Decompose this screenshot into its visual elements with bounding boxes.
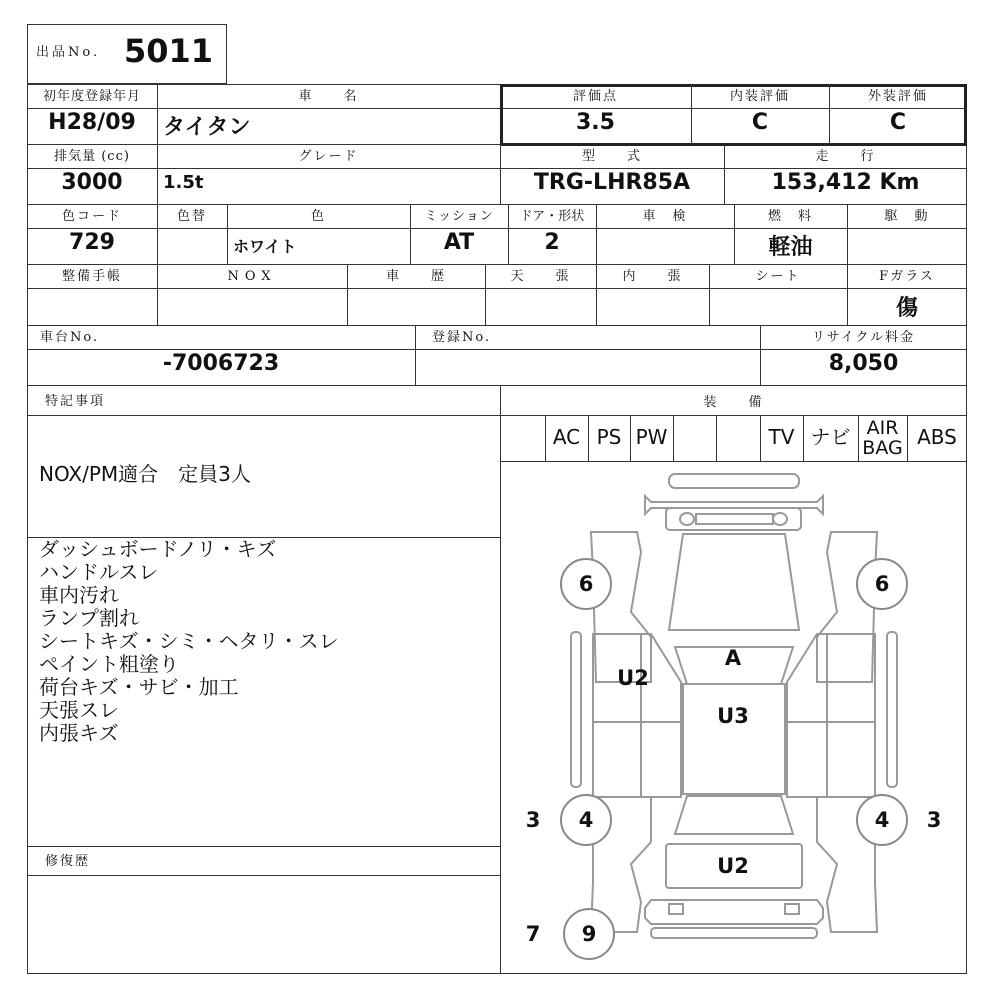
displacement-label: 排気量 (cc): [54, 149, 130, 164]
diagram-rear-left-outer: 3: [525, 808, 541, 832]
fuel-label: 燃 料: [767, 209, 813, 224]
list-item: シートキズ・シミ・ヘタリ・スレ: [39, 629, 339, 653]
door-value: 2: [544, 230, 560, 255]
score-label: 評価点: [572, 89, 618, 104]
list-item: 荷台キズ・サビ・加工: [39, 675, 239, 699]
diagram-cabin: U3: [717, 704, 749, 728]
equip-abs: ABS: [917, 425, 957, 449]
seat-label: シート: [755, 269, 801, 284]
diagram-left-door: U2: [617, 666, 649, 690]
list-item: ダッシュボードノリ・キズ: [39, 537, 277, 561]
mission-label: ミッション: [424, 209, 494, 224]
grade-label: グレード: [298, 149, 359, 164]
front-glass-label: Fガラス: [879, 269, 935, 284]
ceiling-label: 天 張: [510, 269, 571, 284]
color-code-value: 729: [69, 230, 115, 255]
inspection-label: 車 検: [642, 209, 688, 224]
notes-list: [39, 538, 339, 745]
list-item: ハンドルスレ: [39, 560, 159, 584]
exterior-value: C: [889, 110, 907, 135]
color-change-label: 色替: [176, 209, 207, 224]
reg-date-value: H28/09: [48, 110, 136, 135]
list-item: ランプ割れ: [39, 606, 139, 630]
fuel-value: 軽油: [768, 235, 813, 260]
diagram-bed: U2: [717, 854, 749, 878]
chassis-label: 車台No.: [40, 330, 100, 345]
interior-value: C: [751, 110, 769, 135]
recycle-label: リサイクル料金: [811, 330, 916, 345]
equip-tv: TV: [768, 425, 795, 449]
recycle-value: 8,050: [828, 351, 899, 376]
mileage-value: 153,412 Km: [771, 170, 920, 195]
exterior-label: 外装評価: [867, 89, 928, 104]
diagram-front-left: 6: [578, 572, 594, 596]
color-code-label: 色コード: [61, 209, 122, 224]
door-label: ドア・形状: [519, 209, 585, 224]
displacement-value: 3000: [61, 170, 123, 195]
reg-date-label: 初年度登録年月: [42, 89, 141, 104]
interior-label: 内装評価: [729, 89, 790, 104]
color-value: ホワイト: [233, 237, 297, 256]
notes-label: 特記事項: [45, 394, 106, 409]
car-name-value: タイタン: [163, 115, 251, 140]
nox-label: NOX: [227, 269, 277, 284]
model-value: TRG-LHR85A: [533, 170, 691, 195]
drive-label: 駆 動: [884, 209, 930, 224]
diagram-rear-right: 4: [874, 808, 890, 832]
repair-history-label: 修復歴: [45, 854, 91, 869]
diagram-rear-right-outer: 3: [926, 808, 942, 832]
inner-label: 内 張: [622, 269, 683, 284]
color-label: 色: [310, 209, 326, 224]
diagram-front-panel: A: [724, 646, 742, 670]
list-item: 天張スレ: [39, 698, 119, 722]
grade-value: 1.5t: [163, 172, 204, 193]
front-glass-value: 傷: [895, 296, 918, 321]
lot-number-box: [27, 24, 227, 84]
equip-ps: PS: [596, 425, 622, 449]
equip-pw: PW: [635, 425, 668, 449]
maintenance-label: 整備手帳: [61, 269, 122, 284]
history-label: 車 歴: [385, 269, 446, 284]
equip-ac: AC: [552, 425, 581, 449]
chassis-value: -7006723: [162, 351, 280, 376]
model-label: 型 式: [581, 149, 642, 164]
mileage-label: 走 行: [815, 149, 876, 164]
car-name-label: 車 名: [298, 89, 359, 104]
diagram-rear-outer: 7: [525, 922, 541, 946]
diagram-rear-inner: 9: [581, 922, 597, 946]
diagram-front-right: 6: [874, 572, 890, 596]
equip-navi: ナビ: [810, 425, 851, 449]
reg-no-label: 登録No.: [432, 330, 492, 345]
equipment-label: 装 備: [703, 395, 764, 410]
lot-label: 出品No.: [36, 45, 101, 60]
diagram-rear-left: 4: [578, 808, 594, 832]
notes-line-1: NOX/PM適合 定員3人: [39, 462, 251, 486]
list-item: ペイント粗塗り: [39, 652, 179, 676]
score-value: 3.5: [576, 110, 615, 135]
lot-number: 5011: [124, 32, 214, 70]
list-item: 車内汚れ: [39, 583, 119, 607]
equip-airbag: AIR BAG: [862, 417, 903, 459]
list-item: 内張キズ: [39, 721, 119, 745]
mission-value: AT: [443, 230, 475, 255]
